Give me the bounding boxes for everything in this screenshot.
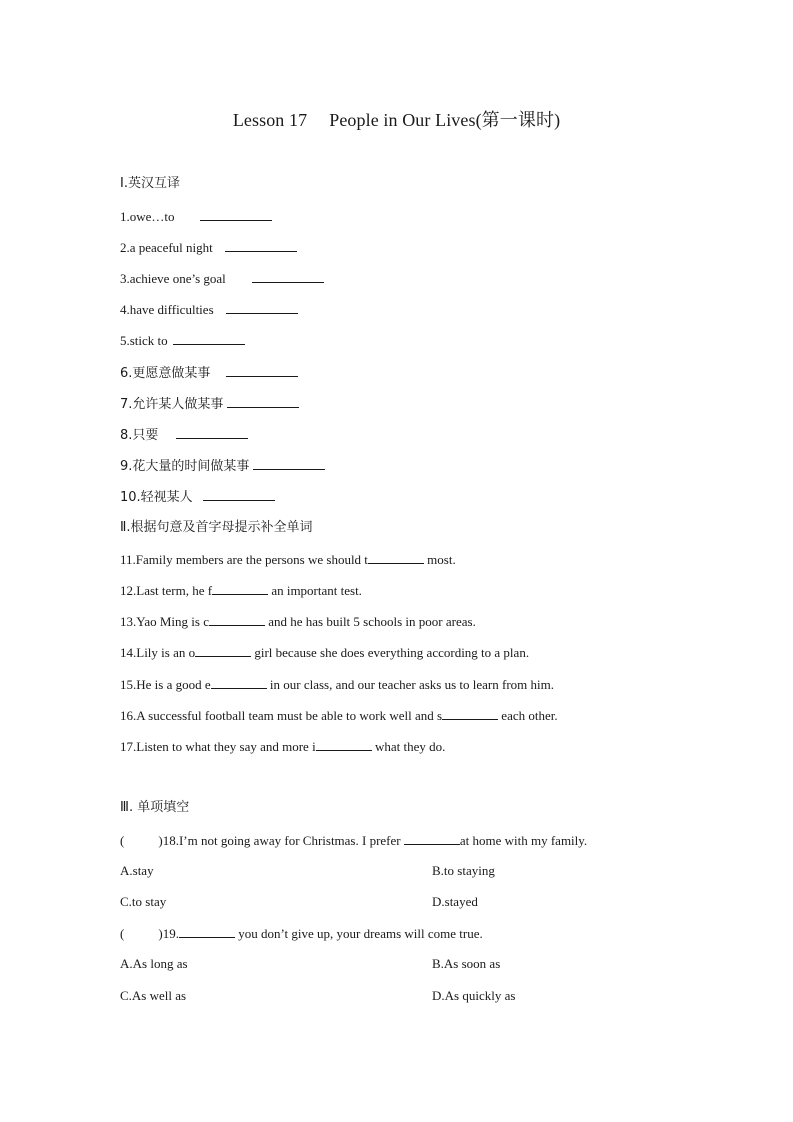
answer-blank[interactable]	[404, 832, 460, 845]
answer-blank[interactable]	[212, 582, 268, 595]
answer-blank[interactable]	[442, 707, 498, 720]
option-row	[120, 894, 166, 910]
list-item: 4.have difficulties	[120, 301, 298, 318]
lesson-name: People in Our Lives(第一课时)	[329, 110, 561, 130]
answer-blank[interactable]	[211, 676, 267, 689]
list-item: 1.owe…to	[120, 208, 272, 225]
option-row	[120, 988, 186, 1004]
lesson-number: Lesson 17	[232, 110, 308, 130]
list-item: 14.Lily is an o girl because she does everything according to a plan.	[120, 645, 530, 660]
answer-blank[interactable]	[173, 332, 245, 345]
list-item: 11.Family members are the persons we should t most.	[120, 552, 456, 567]
section-1-heading: Ⅰ.英汉互译	[120, 176, 180, 191]
option-a[interactable]: A.As long as	[120, 956, 188, 971]
option-row	[432, 863, 495, 879]
answer-blank[interactable]	[200, 208, 272, 221]
option-d[interactable]: D.stayed	[432, 894, 478, 909]
answer-blank[interactable]	[179, 925, 235, 938]
option-row	[120, 956, 188, 972]
option-row	[432, 894, 478, 910]
option-b[interactable]: B.As soon as	[432, 956, 501, 971]
answer-blank[interactable]	[227, 395, 299, 408]
list-item: 15.He is a good e in our class, and our teacher asks us to learn from him.	[120, 677, 554, 692]
list-item: 2.a peaceful night	[120, 239, 297, 256]
question-19: ( )19. you don’t give up, your dreams will come true.	[120, 926, 483, 941]
list-item: 3.achieve one’s goal	[120, 270, 324, 287]
option-c[interactable]: C.to stay	[120, 894, 167, 909]
answer-blank[interactable]	[176, 426, 248, 439]
option-a[interactable]: A.stay	[120, 863, 154, 878]
option-b[interactable]: B.to staying	[432, 863, 495, 878]
answer-paren[interactable]: ( )	[120, 926, 163, 941]
list-item: 10.轻视某人	[120, 488, 275, 506]
answer-blank[interactable]	[225, 239, 297, 252]
list-item: 12.Last term, he f an important test.	[120, 583, 362, 598]
list-item: 9.花大量的时间做某事	[120, 457, 325, 475]
option-c[interactable]: C.As well as	[120, 988, 187, 1003]
section-3-heading: Ⅲ. 单项填空	[120, 800, 190, 815]
answer-blank[interactable]	[253, 457, 325, 470]
list-item: 16.A successful football team must be able to work well and s each other.	[120, 708, 558, 723]
answer-blank[interactable]	[209, 613, 265, 626]
list-item: 6.更愿意做某事	[120, 364, 298, 382]
answer-blank[interactable]	[252, 270, 324, 283]
list-item: 8.只要	[120, 426, 248, 444]
option-d[interactable]: D.As quickly as	[432, 988, 516, 1003]
list-item: 13.Yao Ming is c and he has built 5 schools in poor areas.	[120, 614, 476, 629]
page-title	[0, 106, 793, 132]
list-item: 7.允许某人做某事	[120, 395, 299, 413]
question-18: ( )18.I’m not going away for Christmas. I prefer at home with my family.	[120, 833, 588, 848]
answer-blank[interactable]	[203, 488, 275, 501]
option-row	[432, 956, 500, 972]
list-item: 17.Listen to what they say and more i what they do.	[120, 739, 446, 754]
option-row	[120, 863, 154, 879]
answer-blank[interactable]	[226, 301, 298, 314]
answer-blank[interactable]	[195, 644, 251, 657]
list-item: 5.stick to	[120, 332, 245, 349]
section-2-heading: Ⅱ.根据句意及首字母提示补全单词	[120, 520, 313, 535]
answer-blank[interactable]	[316, 738, 372, 751]
answer-paren[interactable]: ( )	[120, 833, 163, 848]
option-row	[432, 988, 515, 1004]
answer-blank[interactable]	[368, 551, 424, 564]
answer-blank[interactable]	[226, 364, 298, 377]
